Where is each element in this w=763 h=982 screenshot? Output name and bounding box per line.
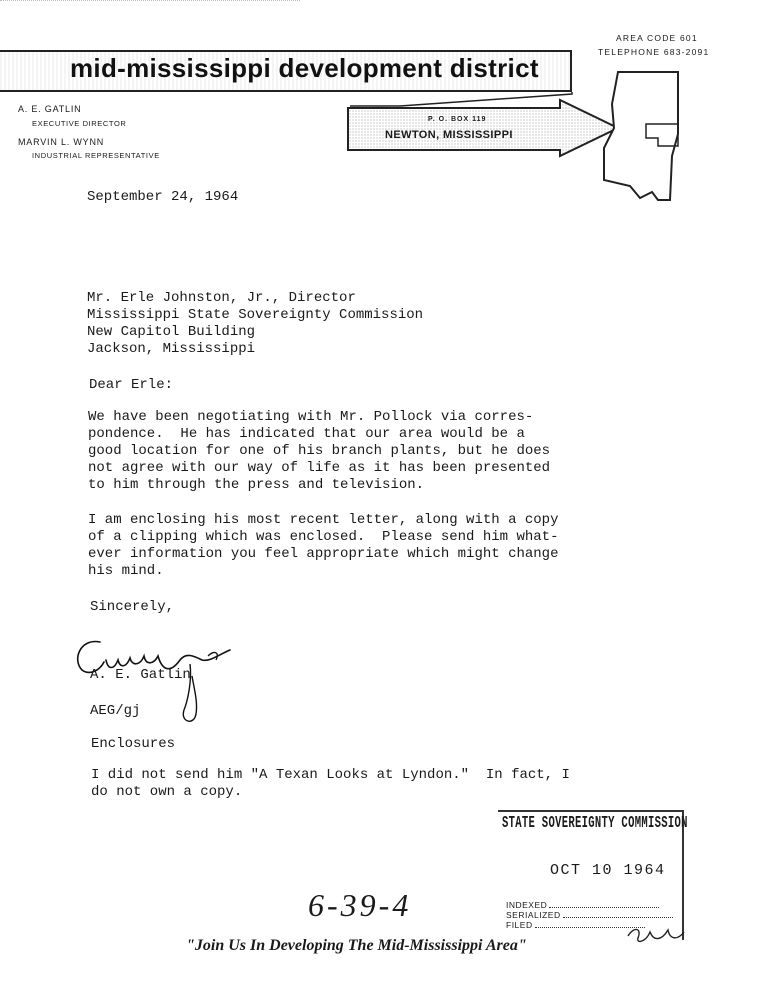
city-label: NEWTON, MISSISSIPPI [385, 129, 513, 141]
po-box: P. O. BOX 119 [428, 116, 487, 123]
stamp-indexed-label: INDEXED [506, 900, 548, 910]
organization-name: mid-mississippi development district [70, 53, 539, 83]
letter-date: September 24, 1964 [87, 189, 239, 205]
staff-title-1: EXECUTIVE DIRECTOR [32, 119, 127, 128]
file-number: 6-39-4 [308, 887, 412, 923]
stamp-handwritten-initials [620, 918, 690, 948]
mississippi-outline [604, 72, 678, 200]
staff-name-2: MARVIN L. WYNN [18, 137, 105, 147]
postscript: I did not send him "A Texan Looks at Lyndon." In fact, I do not own a copy. [91, 767, 570, 800]
enclosures-note: Enclosures [91, 736, 176, 752]
stamp-date: OCT 10 1964 [550, 862, 666, 879]
arrow-shape [348, 100, 618, 156]
top-scan-marks [0, 0, 300, 4]
area-code: AREA CODE 601 [616, 33, 698, 43]
recipient-line: Mr. Erle Johnston, Jr., Director [87, 290, 356, 306]
stamp-indexed-line [506, 900, 659, 910]
recipient-line: Jackson, Mississippi [87, 341, 256, 357]
staff-name-1: A. E. GATLIN [18, 104, 82, 114]
body-paragraph-1: We have been negotiating with Mr. Pollock via corres- pondence. He has indicated that our area would be a good location for one of his branch plants, but he does not agree with our way of life as it has been presented to him through the press and television. [88, 409, 551, 493]
stamp-serialized-label: SERIALIZED [506, 910, 561, 920]
banner-connector-line [350, 92, 572, 106]
signer-name: A. E. Gatlin [90, 667, 191, 683]
closing: Sincerely, [90, 599, 175, 615]
typist-initials: AEG/gj [90, 703, 141, 719]
stamp-title: STATE SOVEREIGNTY COMMISSION [502, 814, 688, 833]
staff-title-2: INDUSTRIAL REPRESENTATIVE [32, 151, 160, 160]
recipient-line: Mississippi State Sovereignty Commission [87, 307, 424, 323]
recipient-address [87, 290, 423, 358]
footer-slogan: "Join Us In Developing The Mid-Mississippi Area" [186, 937, 527, 954]
telephone: TELEPHONE 683-2091 [598, 47, 710, 57]
body-paragraph-2: I am enclosing his most recent letter, along with a copy of a clipping which was enclosed. Please send him what- ever information you feel appropriate which might change his mind. [88, 512, 559, 579]
stamp-filed-label: FILED [506, 920, 533, 930]
salutation: Dear Erle: [89, 377, 174, 393]
recipient-line: New Capitol Building [87, 324, 256, 340]
